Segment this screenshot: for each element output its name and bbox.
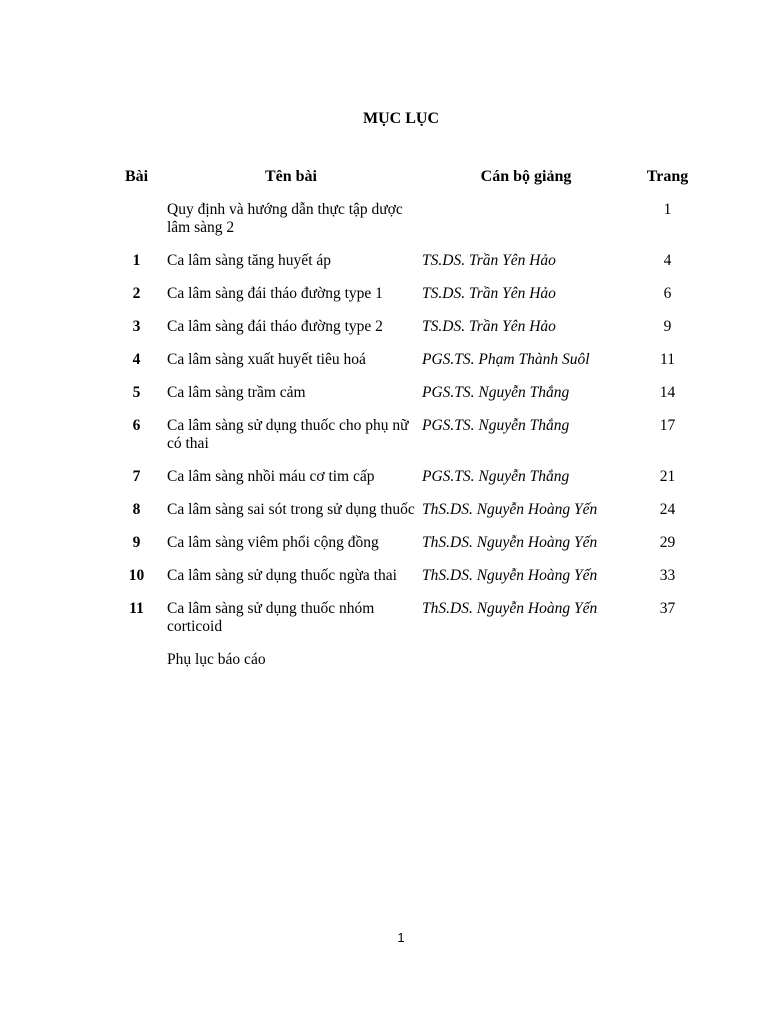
lesson-title: Ca lâm sàng đái tháo đường type 1 <box>167 285 383 302</box>
lesson-number: 2 <box>132 285 141 302</box>
lesson-title: Ca lâm sàng sử dụng thuốc cho phụ nữ có thai <box>167 417 409 452</box>
header-lesson-number: Bài <box>124 168 149 185</box>
table-row <box>113 351 705 384</box>
table-row <box>113 201 705 252</box>
lesson-number: 3 <box>132 318 141 335</box>
lecturer-name: PGS.TS. Nguyễn Thắng <box>422 384 570 401</box>
lesson-title: Ca lâm sàng tăng huyết áp <box>167 252 331 269</box>
page-ref: 17 <box>659 417 676 434</box>
lesson-number: 5 <box>132 384 141 401</box>
page-title: MỤC LỤC <box>363 110 439 127</box>
table-header-row <box>113 168 705 201</box>
lesson-title: Ca lâm sàng sử dụng thuốc nhóm corticoid <box>167 600 375 635</box>
lesson-number: 6 <box>132 417 141 434</box>
lecturer-name: ThS.DS. Nguyễn Hoàng Yến <box>422 534 598 551</box>
lesson-title: Ca lâm sàng xuất huyết tiêu hoá <box>167 351 366 368</box>
page-ref: 24 <box>659 501 676 518</box>
page-ref: 1 <box>663 201 672 218</box>
table-row <box>113 651 705 684</box>
page-ref: 14 <box>659 384 676 401</box>
page-ref: 37 <box>659 600 676 617</box>
table-of-contents <box>113 168 705 684</box>
table-row <box>113 567 705 600</box>
lesson-number: 1 <box>132 252 141 269</box>
lesson-title: Phụ lục báo cáo <box>167 651 266 668</box>
lesson-number: 11 <box>129 600 144 617</box>
table-row <box>113 534 705 567</box>
lesson-number: 9 <box>132 534 141 551</box>
table-row <box>113 285 705 318</box>
page-ref <box>630 651 705 684</box>
lecturer-name <box>422 651 630 684</box>
lecturer-name: TS.DS. Trần Yên Hảo <box>422 285 556 302</box>
lesson-number <box>113 651 160 684</box>
table-row <box>113 318 705 351</box>
lecturer-name: TS.DS. Trần Yên Hảo <box>422 318 556 335</box>
page-ref: 29 <box>659 534 676 551</box>
lesson-title: Ca lâm sàng sử dụng thuốc ngừa thai <box>167 567 397 584</box>
lecturer-name: PGS.TS. Phạm Thành Suôl <box>422 351 590 368</box>
lecturer-name: PGS.TS. Nguyễn Thắng <box>422 468 570 485</box>
lecturer-name: ThS.DS. Nguyễn Hoàng Yến <box>422 600 598 617</box>
lesson-title: Ca lâm sàng đái tháo đường type 2 <box>167 318 383 335</box>
header-lesson-title: Tên bài <box>264 168 317 185</box>
page-ref: 11 <box>660 351 675 368</box>
lesson-title: Ca lâm sàng nhồi máu cơ tim cấp <box>167 468 375 485</box>
header-page: Trang <box>646 168 689 185</box>
page-ref: 33 <box>659 567 676 584</box>
lesson-title: Ca lâm sàng trầm cảm <box>167 384 306 401</box>
lesson-title: Quy định và hướng dẫn thực tập dược lâm sàng 2 <box>167 201 403 236</box>
table-row <box>113 468 705 501</box>
table-row <box>113 600 705 651</box>
lesson-number: 4 <box>132 351 141 368</box>
lecturer-name: ThS.DS. Nguyễn Hoàng Yến <box>422 501 598 518</box>
table-row <box>113 501 705 534</box>
lecturer-name <box>422 201 630 252</box>
table-row <box>113 384 705 417</box>
page-ref: 9 <box>663 318 672 335</box>
lecturer-name: ThS.DS. Nguyễn Hoàng Yến <box>422 567 598 584</box>
page-ref: 6 <box>663 285 672 302</box>
lesson-number: 10 <box>128 567 145 584</box>
lecturer-name: PGS.TS. Nguyễn Thắng <box>422 417 570 434</box>
table-row <box>113 417 705 468</box>
lesson-number: 7 <box>132 468 141 485</box>
page-number: 1 <box>397 930 405 945</box>
lesson-title: Ca lâm sàng viêm phổi cộng đồng <box>167 534 379 551</box>
header-lecturer: Cán bộ giảng <box>480 168 572 185</box>
lesson-number: 8 <box>132 501 141 518</box>
lecturer-name: TS.DS. Trần Yên Hảo <box>422 252 556 269</box>
table-row <box>113 252 705 285</box>
lesson-number <box>113 201 160 252</box>
lesson-title: Ca lâm sàng sai sót trong sử dụng thuốc <box>167 501 415 518</box>
page-ref: 4 <box>663 252 672 269</box>
page-ref: 21 <box>659 468 676 485</box>
